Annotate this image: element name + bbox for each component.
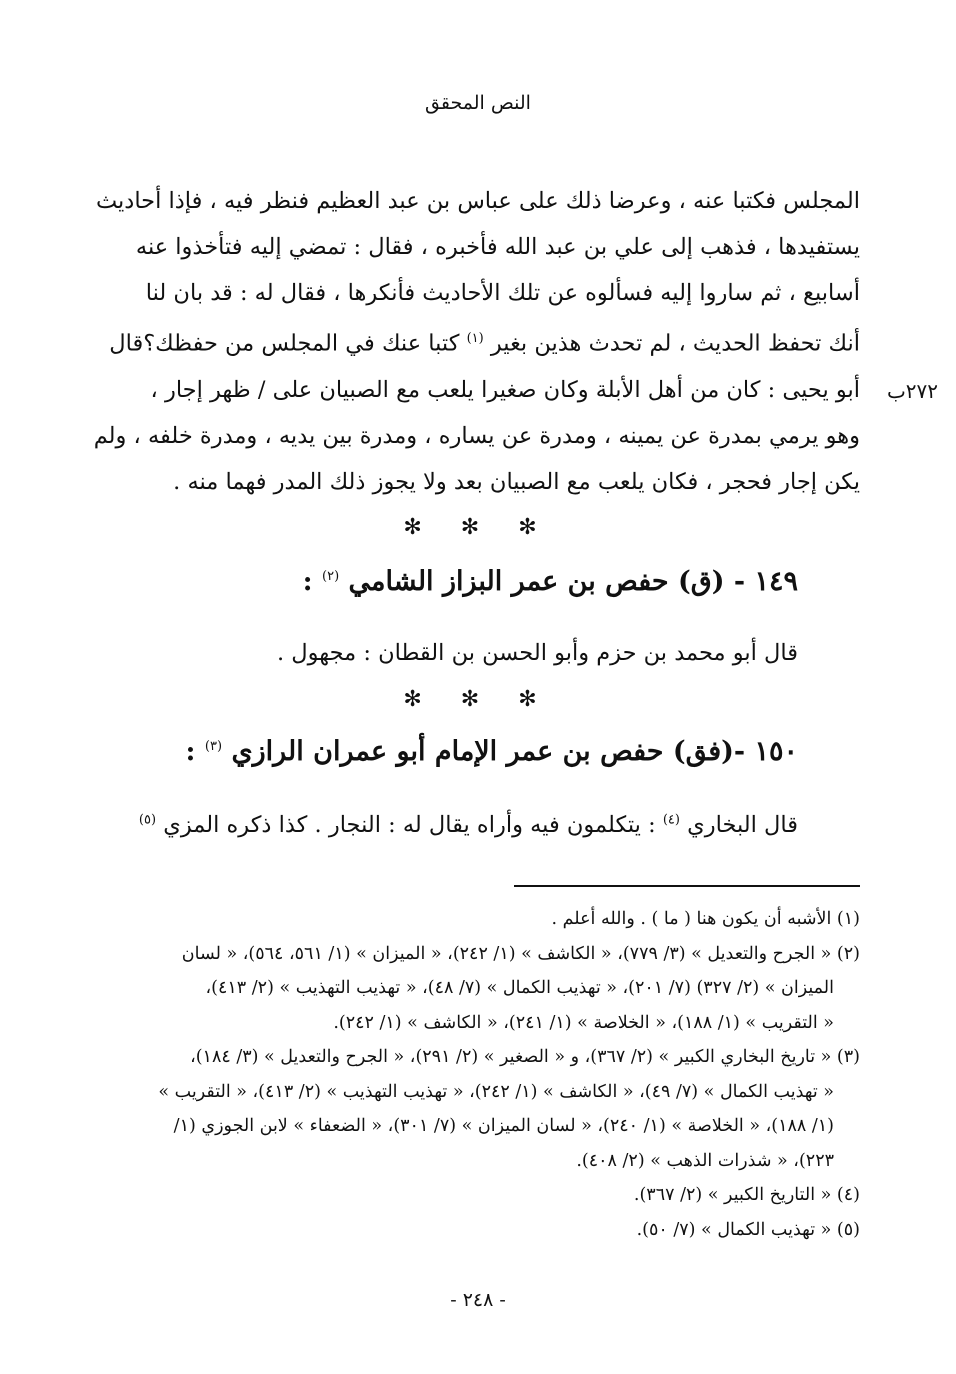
footnote-ref: (١) bbox=[466, 331, 484, 346]
text-segment: أنك تحفظ الحديث ، لم تحدث هذين بغير bbox=[490, 330, 860, 357]
footnote-3-continuation: « تهذيب الكمال » (٧/ ٤٩)، « الكاشف » (١/ ٢٤٢)، « تهذيب التهذيب » (٢/ ٤١٣)، « التقريب » bbox=[158, 1081, 834, 1102]
entry-heading-text: ١٥٠ -(فق) حفص بن عمر الإمام أبو عمران الرازي bbox=[231, 736, 798, 767]
footnote-ref: (٤) bbox=[662, 812, 680, 828]
running-header: النص المحقق bbox=[425, 92, 531, 114]
text-line: يكن إجار فحجر ، فكان يلعب مع الصبيان بعد ولا يجوز ذلك المدر فهما منه . bbox=[173, 468, 860, 495]
section-separator: ✻ ✻ ✻ bbox=[403, 515, 553, 540]
text-line-with-footnote bbox=[88, 316, 860, 367]
footnote-divider bbox=[514, 885, 860, 887]
section-separator: ✻ ✻ ✻ bbox=[403, 687, 553, 712]
page-number: - ٢٤٨ - bbox=[450, 1289, 506, 1311]
footnotes bbox=[92, 902, 860, 1247]
entry-heading bbox=[186, 736, 798, 767]
text-segment: : يتكلمون فيه وأراه يقال له : النجار . كذا ذكره المزي bbox=[163, 812, 656, 838]
text-segment: قال البخاري bbox=[687, 812, 798, 838]
entry-text bbox=[139, 812, 798, 838]
footnote-ref: (٥) bbox=[138, 812, 157, 828]
text-line: أسابيع ، ثم ساروا إليه فسألوه عن تلك الأحاديث فأنكرها ، فقال له : قد بان لنا bbox=[145, 280, 860, 306]
entry-text: قال أبو محمد بن حزم وأبو الحسن بن القطان : مجهول . bbox=[276, 640, 798, 666]
text-line: المجلس فكتبا عنه ، وعرضا ذلك على عباس بن عبد العظيم فنظر فيه ، فإذا أحاديث bbox=[95, 188, 860, 214]
text-line: أبو يحيى : كان من أهل الأبلة وكان صغيرا يلعب مع الصبيان على / ظهر إجار ، bbox=[150, 376, 860, 403]
entry-heading bbox=[303, 566, 798, 597]
footnote-2-continuation: « التقريب » (١/ ١٨٨)، « الخلاصة » (١/ ٢٤١)، « الكاشف » (١/ ٢٤٢). bbox=[333, 1012, 834, 1033]
footnote-ref: (٣) bbox=[204, 739, 223, 754]
entry-heading-text: ١٤٩ - (ق) حفص بن عمر البزاز الشامي bbox=[348, 566, 798, 597]
footnote-3: (٣) « تاريخ البخاري الكبير » (٢/ ٣٦٧)، و « الصغير » (٢/ ٢٩١)، « الجرح والتعديل » (٣/ ١٨٤)، bbox=[190, 1047, 860, 1067]
footnote-5: (٥) « تهذيب الكمال » (٧/ ٥٠). bbox=[636, 1219, 860, 1240]
manuscript-folio-ref: ٢٧٢ب bbox=[886, 379, 938, 403]
footnote-4: (٤) « التاريخ الكبير » (٢/ ٣٦٧). bbox=[633, 1185, 860, 1205]
footnote-3-continuation: ٢٢٣)، « شذرات الذهب » (٢/ ٤٠٨). bbox=[576, 1150, 834, 1171]
footnote-ref: (٢) bbox=[322, 569, 340, 584]
heading-colon: : bbox=[185, 736, 196, 767]
text-line: يستفيدها ، فذهب إلى علي بن عبد الله فأخبره ، فقال : تمضي إليه فتأخذوا عنه bbox=[135, 234, 860, 260]
footnote-2-continuation: الميزان » (٢/ ٣٢٧) (٧/ ٢٠١)، « تهذيب الكمال » (٧/ ٤٨)، « تهذيب التهذيب » (٢/ ٤١٣)، bbox=[205, 978, 834, 998]
main-paragraph bbox=[88, 178, 860, 505]
text-segment: كتبا عنك في المجلس من حفظك؟قال bbox=[109, 330, 460, 357]
text-line: وهو يرمي بمدرة عن يمينه ، ومدرة عن يساره ، ومدرة بين يديه ، ومدرة خلفه ، ولم bbox=[93, 422, 860, 449]
footnote-1: (١) الأشبه أن يكون هنا ( ما ) . والله أعلم . bbox=[551, 909, 860, 929]
footnote-2: (٢) « الجرح والتعديل » (٣/ ٧٧٩)، « الكاشف » (١/ ٢٤٢)، « الميزان » (١/ ٥٦١، ٥٦٤)، « لسان bbox=[181, 943, 860, 964]
footnote-3-continuation: (١/ ١٨٨)، « الخلاصة » (١/ ٢٤٠)، « لسان الميزان » (٧/ ٣٠١)، « الضعفاء » لابن الجوزي (١/ bbox=[173, 1116, 834, 1136]
heading-colon: : bbox=[302, 566, 313, 597]
